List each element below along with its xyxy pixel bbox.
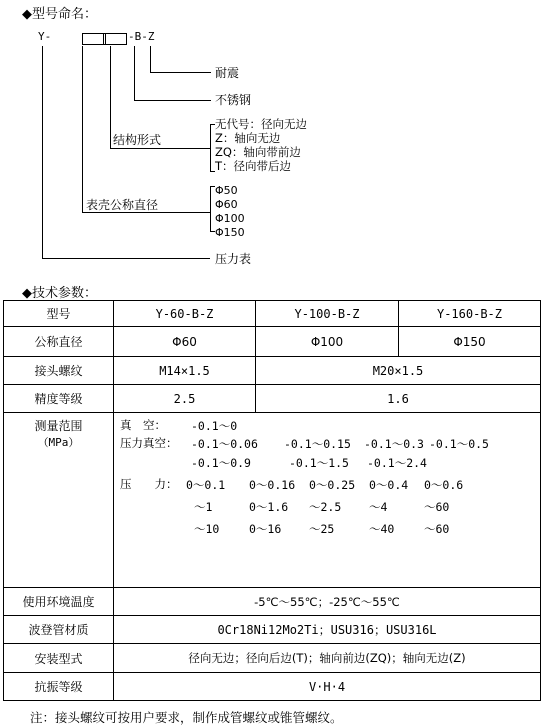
- mounting-row-label: 安装型式: [4, 644, 114, 673]
- model-prefix: Y-: [38, 30, 52, 43]
- pressure-value: ～2.5: [309, 500, 342, 514]
- temperature-value: -5℃～55℃；-25℃～55℃: [114, 588, 541, 616]
- pressure-value: 0～0.6: [424, 478, 464, 492]
- diameter-option: Φ100: [215, 212, 245, 225]
- compound-value: -0.1～2.4: [367, 456, 427, 470]
- vibration-value: V·H·4: [114, 673, 541, 701]
- diameter-value: Φ60: [114, 327, 256, 357]
- mounting-row: [4, 644, 541, 673]
- pressure-value: 0～0.16: [249, 478, 296, 492]
- compound-value: -0.1～0.15: [284, 437, 351, 451]
- diameter-value: Φ100: [256, 327, 399, 357]
- pressure-value: ～4: [369, 500, 388, 514]
- accuracy-row-label: 精度等级: [4, 385, 114, 413]
- diameter-option: Φ150: [215, 226, 245, 239]
- compound-value: -0.1～0.3: [364, 437, 424, 451]
- accuracy-value: 2.5: [114, 385, 256, 413]
- structure-options: [215, 117, 307, 173]
- pressure-value: 0～1.6: [249, 500, 289, 514]
- b-label: 不锈钢: [215, 93, 252, 107]
- footnote: 注：接头螺纹可按用户要求，制作成管螺纹或锥管螺纹。: [30, 710, 343, 725]
- z-label: 耐震: [215, 66, 240, 80]
- header-row: [4, 301, 541, 327]
- compound-value: -0.1～0.5: [429, 437, 489, 451]
- material-row-label: 波登管材质: [4, 616, 114, 644]
- compound-label: 压力真空：: [120, 436, 178, 450]
- gauge-label: 压力表: [215, 252, 252, 266]
- naming-heading: ◆型号命名：: [22, 7, 97, 22]
- material-value: 0Cr18Ni12Mo2Ti；USU316；USU316L: [114, 616, 541, 644]
- thread-value: M20×1.5: [256, 357, 541, 385]
- pressure-value: ～1: [194, 500, 213, 514]
- vacuum-label: 真 空：: [120, 418, 166, 432]
- spec-table: [3, 300, 541, 701]
- diameter-options: [215, 184, 245, 240]
- thread-row: [4, 357, 541, 385]
- thread-row-label: 接头螺纹: [4, 357, 114, 385]
- vibration-row-label: 抗振等级: [4, 673, 114, 701]
- pressure-value: ～40: [369, 522, 395, 536]
- range-unit: （MPa）: [37, 436, 80, 449]
- model-suffix: -B-Z: [128, 30, 155, 43]
- material-row: [4, 616, 541, 644]
- model-col: Y-100-B-Z: [256, 301, 399, 327]
- temperature-row-label: 使用环境温度: [4, 588, 114, 616]
- thread-value: M14×1.5: [114, 357, 256, 385]
- model-col: Y-60-B-Z: [114, 301, 256, 327]
- vacuum-value: -0.1～0: [191, 419, 238, 433]
- diameter-label: 表壳公称直径: [86, 198, 159, 212]
- pressure-value: ～25: [309, 522, 335, 536]
- model-header: 型号: [4, 301, 114, 327]
- structure-option: Z：轴向无边: [215, 131, 281, 145]
- range-cell: [114, 413, 541, 588]
- structure-option: T：径向带后边: [215, 159, 292, 173]
- tech-heading: ◆技术参数：: [22, 286, 97, 301]
- structure-option: ZQ：轴向带前边: [215, 145, 301, 159]
- range-row-label-cell: [4, 413, 114, 588]
- pressure-value: 0～0.1: [186, 478, 226, 492]
- range-row: [4, 413, 541, 588]
- pressure-value: 0～0.25: [309, 478, 356, 492]
- pressure-value: 0～0.4: [369, 478, 409, 492]
- compound-value: -0.1～1.5: [289, 456, 349, 470]
- diameter-row: [4, 327, 541, 357]
- vibration-row: [4, 673, 541, 701]
- pressure-value: ～60: [424, 500, 450, 514]
- structure-option: 无代号：径向无边: [215, 117, 307, 131]
- diameter-row-label: 公称直径: [4, 327, 114, 357]
- compound-value: -0.1～0.9: [191, 456, 251, 470]
- temperature-row: [4, 588, 541, 616]
- range-row-label: 测量范围: [34, 419, 83, 433]
- pressure-value: 0～16: [249, 522, 282, 536]
- accuracy-row: [4, 385, 541, 413]
- model-col: Y-160-B-Z: [399, 301, 541, 327]
- pressure-label: 压 力：: [120, 477, 178, 491]
- diameter-value: Φ150: [399, 327, 541, 357]
- diameter-option: Φ60: [215, 198, 238, 211]
- accuracy-value: 1.6: [256, 385, 541, 413]
- diameter-option: Φ50: [215, 184, 238, 197]
- structure-label: 结构形式: [113, 133, 162, 147]
- mounting-value: 径向无边；径向后边(T)；轴向前边(ZQ)；轴向无边(Z): [114, 644, 541, 673]
- pressure-value: ～10: [194, 522, 220, 536]
- pressure-value: ～60: [424, 522, 450, 536]
- structure-code-box: [103, 33, 127, 45]
- compound-value: -0.1～0.06: [191, 437, 258, 451]
